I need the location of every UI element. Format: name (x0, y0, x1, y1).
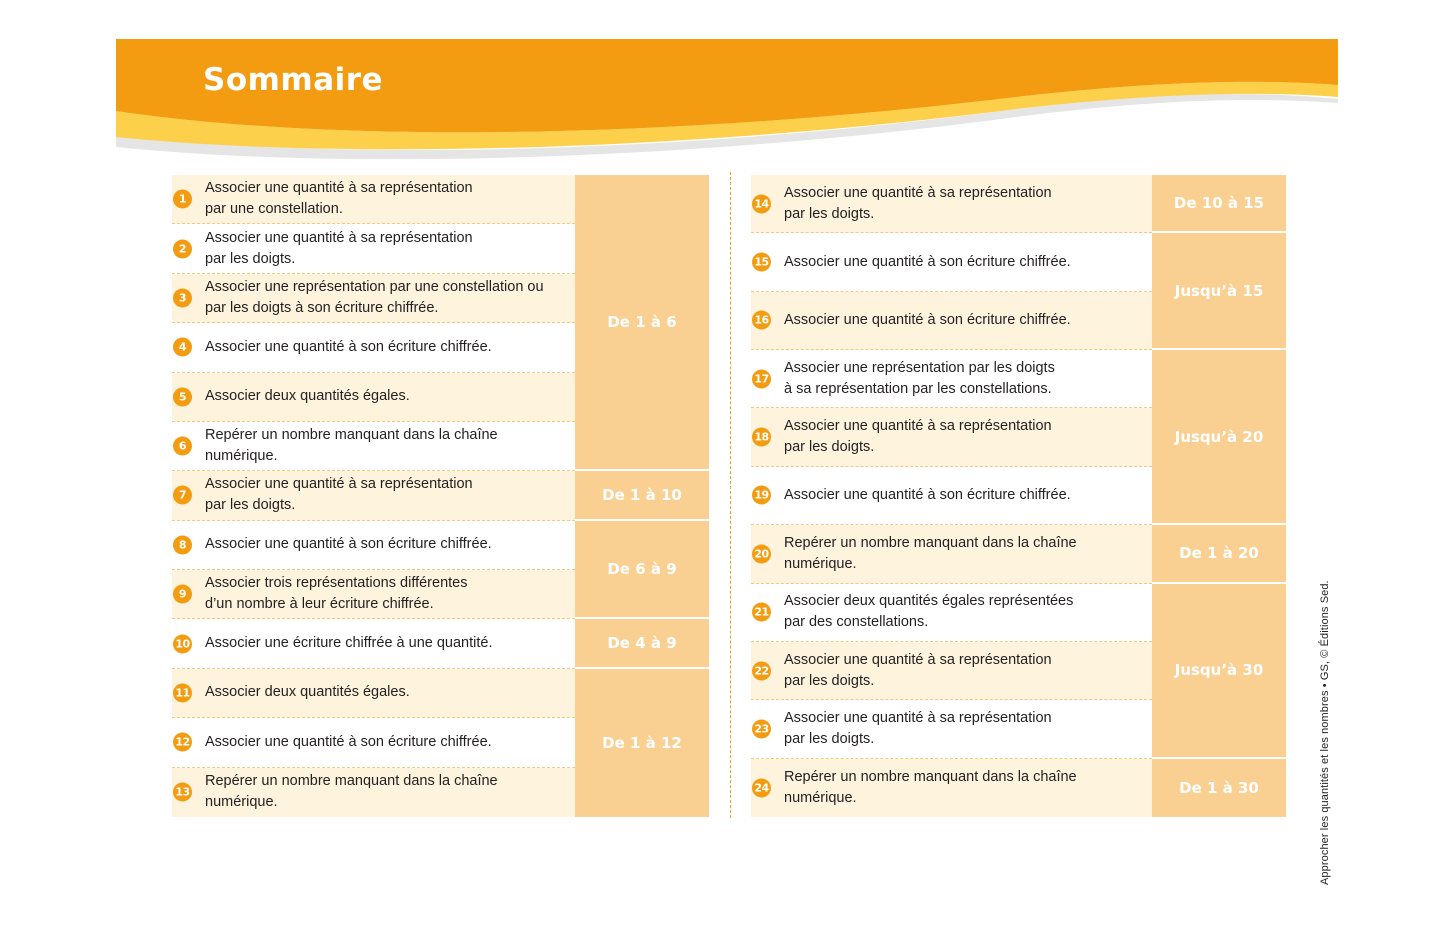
range-box: De 10 à 15 (1152, 175, 1286, 233)
range-box: De 1 à 20 (1152, 525, 1286, 583)
toc-list-left (172, 175, 575, 817)
row-number-badge: 11 (173, 683, 192, 702)
toc-row (172, 768, 575, 817)
row-number-badge: 1 (173, 190, 192, 209)
toc-row (172, 619, 575, 668)
row-number-badge: 17 (752, 369, 771, 388)
toc-row (172, 471, 575, 520)
copyright-credit: Approcher les quantités et les nombres • GS, © Éditions Sed. (1319, 580, 1331, 885)
toc-row (751, 642, 1152, 700)
page-title: Sommaire (203, 62, 384, 98)
toc-row (172, 274, 575, 323)
row-label: Repérer un nombre manquant dans la chaîne numérique. (784, 768, 1077, 806)
row-number-badge: 13 (173, 783, 192, 802)
row-label: Associer une quantité à sa représentation par les doigts. (784, 651, 1052, 689)
row-label: Associer une quantité à son écriture chiffrée. (784, 253, 1071, 270)
row-label: Associer une quantité à son écriture chiffrée. (205, 536, 492, 553)
range-boxes-right (1152, 175, 1286, 817)
toc-row (751, 408, 1152, 466)
row-number-badge: 7 (173, 486, 192, 505)
row-number-badge: 20 (752, 544, 771, 563)
row-number-badge: 16 (752, 311, 771, 330)
row-label: Associer une quantité à sa représentation par les doigts. (784, 418, 1052, 456)
row-number-badge: 24 (752, 778, 771, 797)
toc-row (751, 233, 1152, 291)
row-label: Associer deux quantités égales. (205, 684, 410, 701)
range-box: Jusqu’à 15 (1152, 233, 1286, 350)
row-label: Associer une quantité à sa représentation par les doigts. (784, 709, 1052, 747)
toc-row (751, 292, 1152, 350)
range-box: De 1 à 6 (575, 175, 709, 471)
range-box: Jusqu’à 30 (1152, 584, 1286, 759)
row-number-badge: 3 (173, 288, 192, 307)
row-label: Associer une quantité à sa représentation par les doigts. (205, 476, 473, 514)
toc-row (751, 759, 1152, 817)
row-label: Associer une quantité à sa représentation par les doigts. (784, 184, 1052, 222)
toc-row (751, 525, 1152, 583)
row-label: Associer deux quantités égales. (205, 388, 410, 405)
toc-column-left (172, 175, 709, 817)
range-box: De 4 à 9 (575, 619, 709, 668)
row-label: Associer une quantité à son écriture chiffrée. (784, 486, 1071, 503)
row-label: Repérer un nombre manquant dans la chaîne numérique. (784, 534, 1077, 572)
toc-column-right (751, 175, 1286, 817)
row-number-badge: 8 (173, 535, 192, 554)
toc-row (751, 175, 1152, 233)
row-label: Associer une quantité à sa représentation par une constellation. (205, 180, 473, 218)
row-number-badge: 10 (173, 634, 192, 653)
row-label: Associer une quantité à sa représentation par les doigts. (205, 229, 473, 267)
range-boxes-left (575, 175, 709, 817)
toc-row (172, 570, 575, 619)
row-number-badge: 6 (173, 437, 192, 456)
row-label: Repérer un nombre manquant dans la chaîne numérique. (205, 773, 498, 811)
row-label: Repérer un nombre manquant dans la chaîne numérique. (205, 427, 498, 465)
toc-row (172, 521, 575, 570)
row-label: Associer une quantité à son écriture chiffrée. (205, 733, 492, 750)
row-number-badge: 9 (173, 585, 192, 604)
row-number-badge: 2 (173, 239, 192, 258)
column-divider (730, 172, 731, 818)
row-number-badge: 18 (752, 428, 771, 447)
row-number-badge: 15 (752, 253, 771, 272)
row-number-badge: 23 (752, 719, 771, 738)
toc-row (172, 422, 575, 471)
row-number-badge: 21 (752, 603, 771, 622)
toc-row (751, 584, 1152, 642)
row-number-badge: 22 (752, 661, 771, 680)
row-number-badge: 19 (752, 486, 771, 505)
row-number-badge: 5 (173, 387, 192, 406)
toc-row (172, 175, 575, 224)
toc-row (751, 350, 1152, 408)
row-number-badge: 14 (752, 194, 771, 213)
row-number-badge: 12 (173, 733, 192, 752)
toc-row (172, 718, 575, 767)
row-label: Associer une quantité à son écriture chiffrée. (784, 311, 1071, 328)
row-number-badge: 4 (173, 338, 192, 357)
toc-row (172, 373, 575, 422)
toc-row (172, 323, 575, 372)
toc-row (172, 224, 575, 273)
row-label: Associer une quantité à son écriture chiffrée. (205, 338, 492, 355)
range-box: De 1 à 30 (1152, 759, 1286, 817)
toc-list-right (751, 175, 1152, 817)
toc-row (172, 669, 575, 718)
header-banner (116, 39, 1338, 159)
toc-row (751, 467, 1152, 525)
wave-banner-graphic (116, 39, 1338, 159)
range-box: De 1 à 12 (575, 669, 709, 817)
range-box: De 1 à 10 (575, 471, 709, 520)
row-label: Associer deux quantités égales représentées par des constellations. (784, 593, 1074, 631)
row-label: Associer une écriture chiffrée à une quantité. (205, 635, 493, 652)
row-label: Associer trois représentations différentes d’un nombre à leur écriture chiffrée. (205, 575, 468, 613)
toc-row (751, 700, 1152, 758)
range-box: De 6 à 9 (575, 521, 709, 620)
row-label: Associer une représentation par une constellation ou par les doigts à son écriture chiffrée. (205, 278, 544, 316)
range-box: Jusqu’à 20 (1152, 350, 1286, 525)
row-label: Associer une représentation par les doigts à sa représentation par les constellations. (784, 359, 1055, 397)
